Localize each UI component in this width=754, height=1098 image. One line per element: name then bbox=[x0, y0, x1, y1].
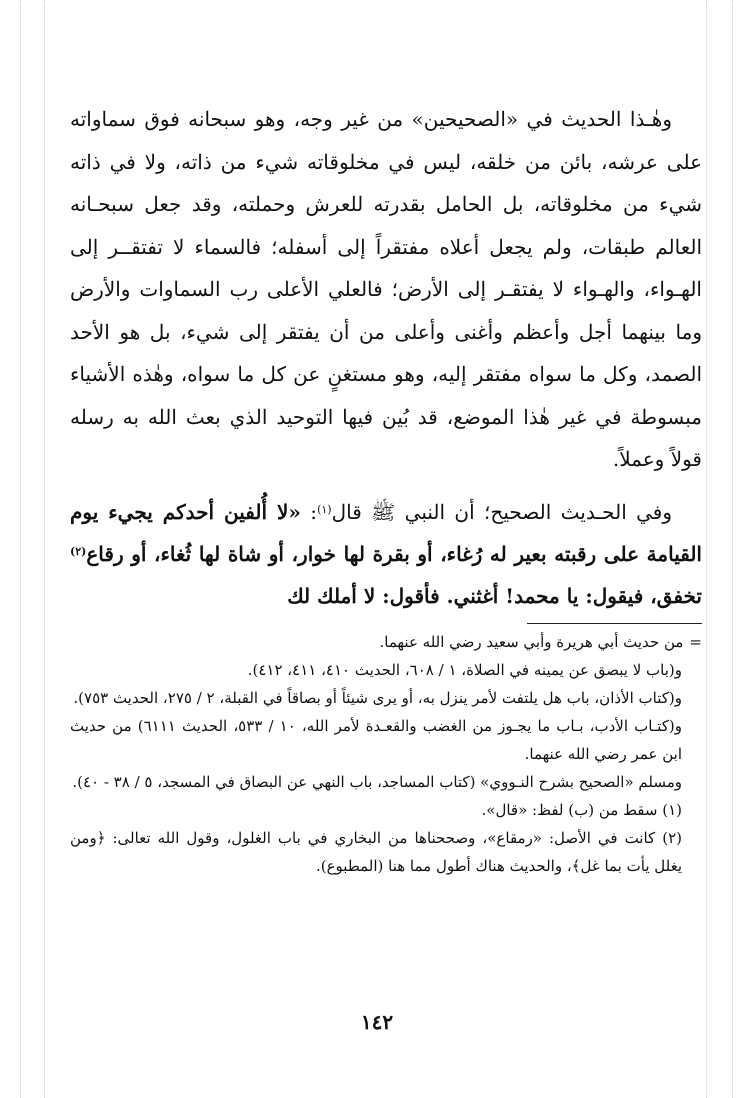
main-line: ما سواه، وهٰذه الأشياء مبسوطة في غير هٰذا الموضع، قد بُين فيها التوحيد bbox=[70, 362, 702, 429]
hadith-colon: : bbox=[300, 499, 318, 524]
hadith-intro: وفي الحـديث الصحيح؛ أن النبي ﷺ قال bbox=[331, 499, 673, 524]
main-paragraph bbox=[70, 98, 702, 481]
page-body bbox=[70, 98, 702, 880]
hadith-quote-cont: تخفق، فيقول: يا محمد! أغثني. فأقول: لا أملك لك bbox=[287, 583, 702, 608]
hadith-paragraph bbox=[70, 491, 702, 617]
scan-dotted-line bbox=[706, 0, 707, 1098]
footnote-line: و(كتـاب الأدب، بـاب ما يجـوز من الغضب والقعـدة لأمر الله، ١٠ / ٥٣٣، الحديث ٦١١١) من حديث ابن عمر رضي الله عنهما. bbox=[70, 716, 682, 763]
footnote-line bbox=[70, 628, 702, 656]
footnote-ref-2[interactable]: (٢) bbox=[70, 544, 87, 558]
main-line: شيء، بل هو الأحد الصمد، وكل ما سواه مفتقر إليه، وهو مستغنٍ عن كل bbox=[70, 319, 702, 386]
main-line: سماواته على عرشه، بائن من خلقه، ليس في مخلوقاته شيء من ذاته، ولا bbox=[70, 107, 702, 174]
main-line: في ذاته شيء من مخلوقاته، بل الحامل بقدرته للعرش وحملته، وقد جعل bbox=[70, 149, 703, 216]
main-line: وهٰـذا الحديث في «الصحيحين» من غير وجه، وهو سبحانه فوق bbox=[144, 107, 672, 131]
main-line: سبحـانه العالم طبقات، ولم يجعل أعلاه مفتقراً إلى أسفله؛ فالسماء لا bbox=[70, 192, 702, 259]
footnote-2: (٢) كانت في الأصل: «رمقاع»، وصححناها من البخاري في باب الغلول، وقول الله تعالى: ﴿ومن يغلل يأت بما غل﴾، والحديث هناك أطول مما هنا (المطبوع). bbox=[70, 828, 682, 875]
footnote-text: من حديث أبي هريرة وأبي سعيد رضي الله عنهما. bbox=[379, 632, 684, 651]
footnote-line: و(كتاب الأذان، باب هل يلتفت لأمر ينزل به، أو يرى شيئاً أو بصاقاً في القبلة، ٢ / ٢٧٥، الحديث ٧٥٣). bbox=[73, 688, 682, 707]
scan-dotted-line bbox=[20, 0, 21, 1098]
footnote-line: ومسلم «الصحيح بشرح النـووي» (كتاب المساجد، باب النهي عن البصاق في المسجد، ٥ / ٣٨ - ٤٠). bbox=[72, 772, 682, 791]
page-number: ١٤٢ bbox=[360, 1010, 394, 1034]
scan-dotted-line bbox=[44, 0, 45, 1098]
footnote-separator bbox=[527, 623, 702, 624]
footnote-ref-1[interactable]: (١) bbox=[317, 502, 332, 516]
main-line: الذي بعث الله به رسله قولاً وعملاً. bbox=[70, 404, 702, 471]
main-line: تفتقــر إلى الهـواء، والهـواء لا يفتقـر إلى الأرض؛ فالعلي الأعلى رب bbox=[70, 234, 702, 301]
footnotes-section bbox=[70, 628, 702, 880]
main-line: السماوات والأرض وما بينهما أجل وأعظم وأغنى وأعلى من أن يفتقر إلى bbox=[70, 277, 703, 344]
footnote-line: و(باب لا يبصق عن يمينه في الصلاة، ١ / ٦٠٨، الحديث ٤١٠، ٤١١، ٤١٢). bbox=[247, 660, 682, 679]
hadith-quote: «لا أُلفين أحدكم يجيء يوم القيامة على رقبته بعير له رُغاء، أو بقرة لها خوار، أو شاة لها ثُغاء، أو رقاع bbox=[70, 499, 702, 566]
continuation-marker: = bbox=[689, 632, 702, 651]
footnote-1: (١) سقط من (ب) لفظ: «قال». bbox=[481, 800, 682, 819]
scan-dotted-line bbox=[732, 0, 733, 1098]
